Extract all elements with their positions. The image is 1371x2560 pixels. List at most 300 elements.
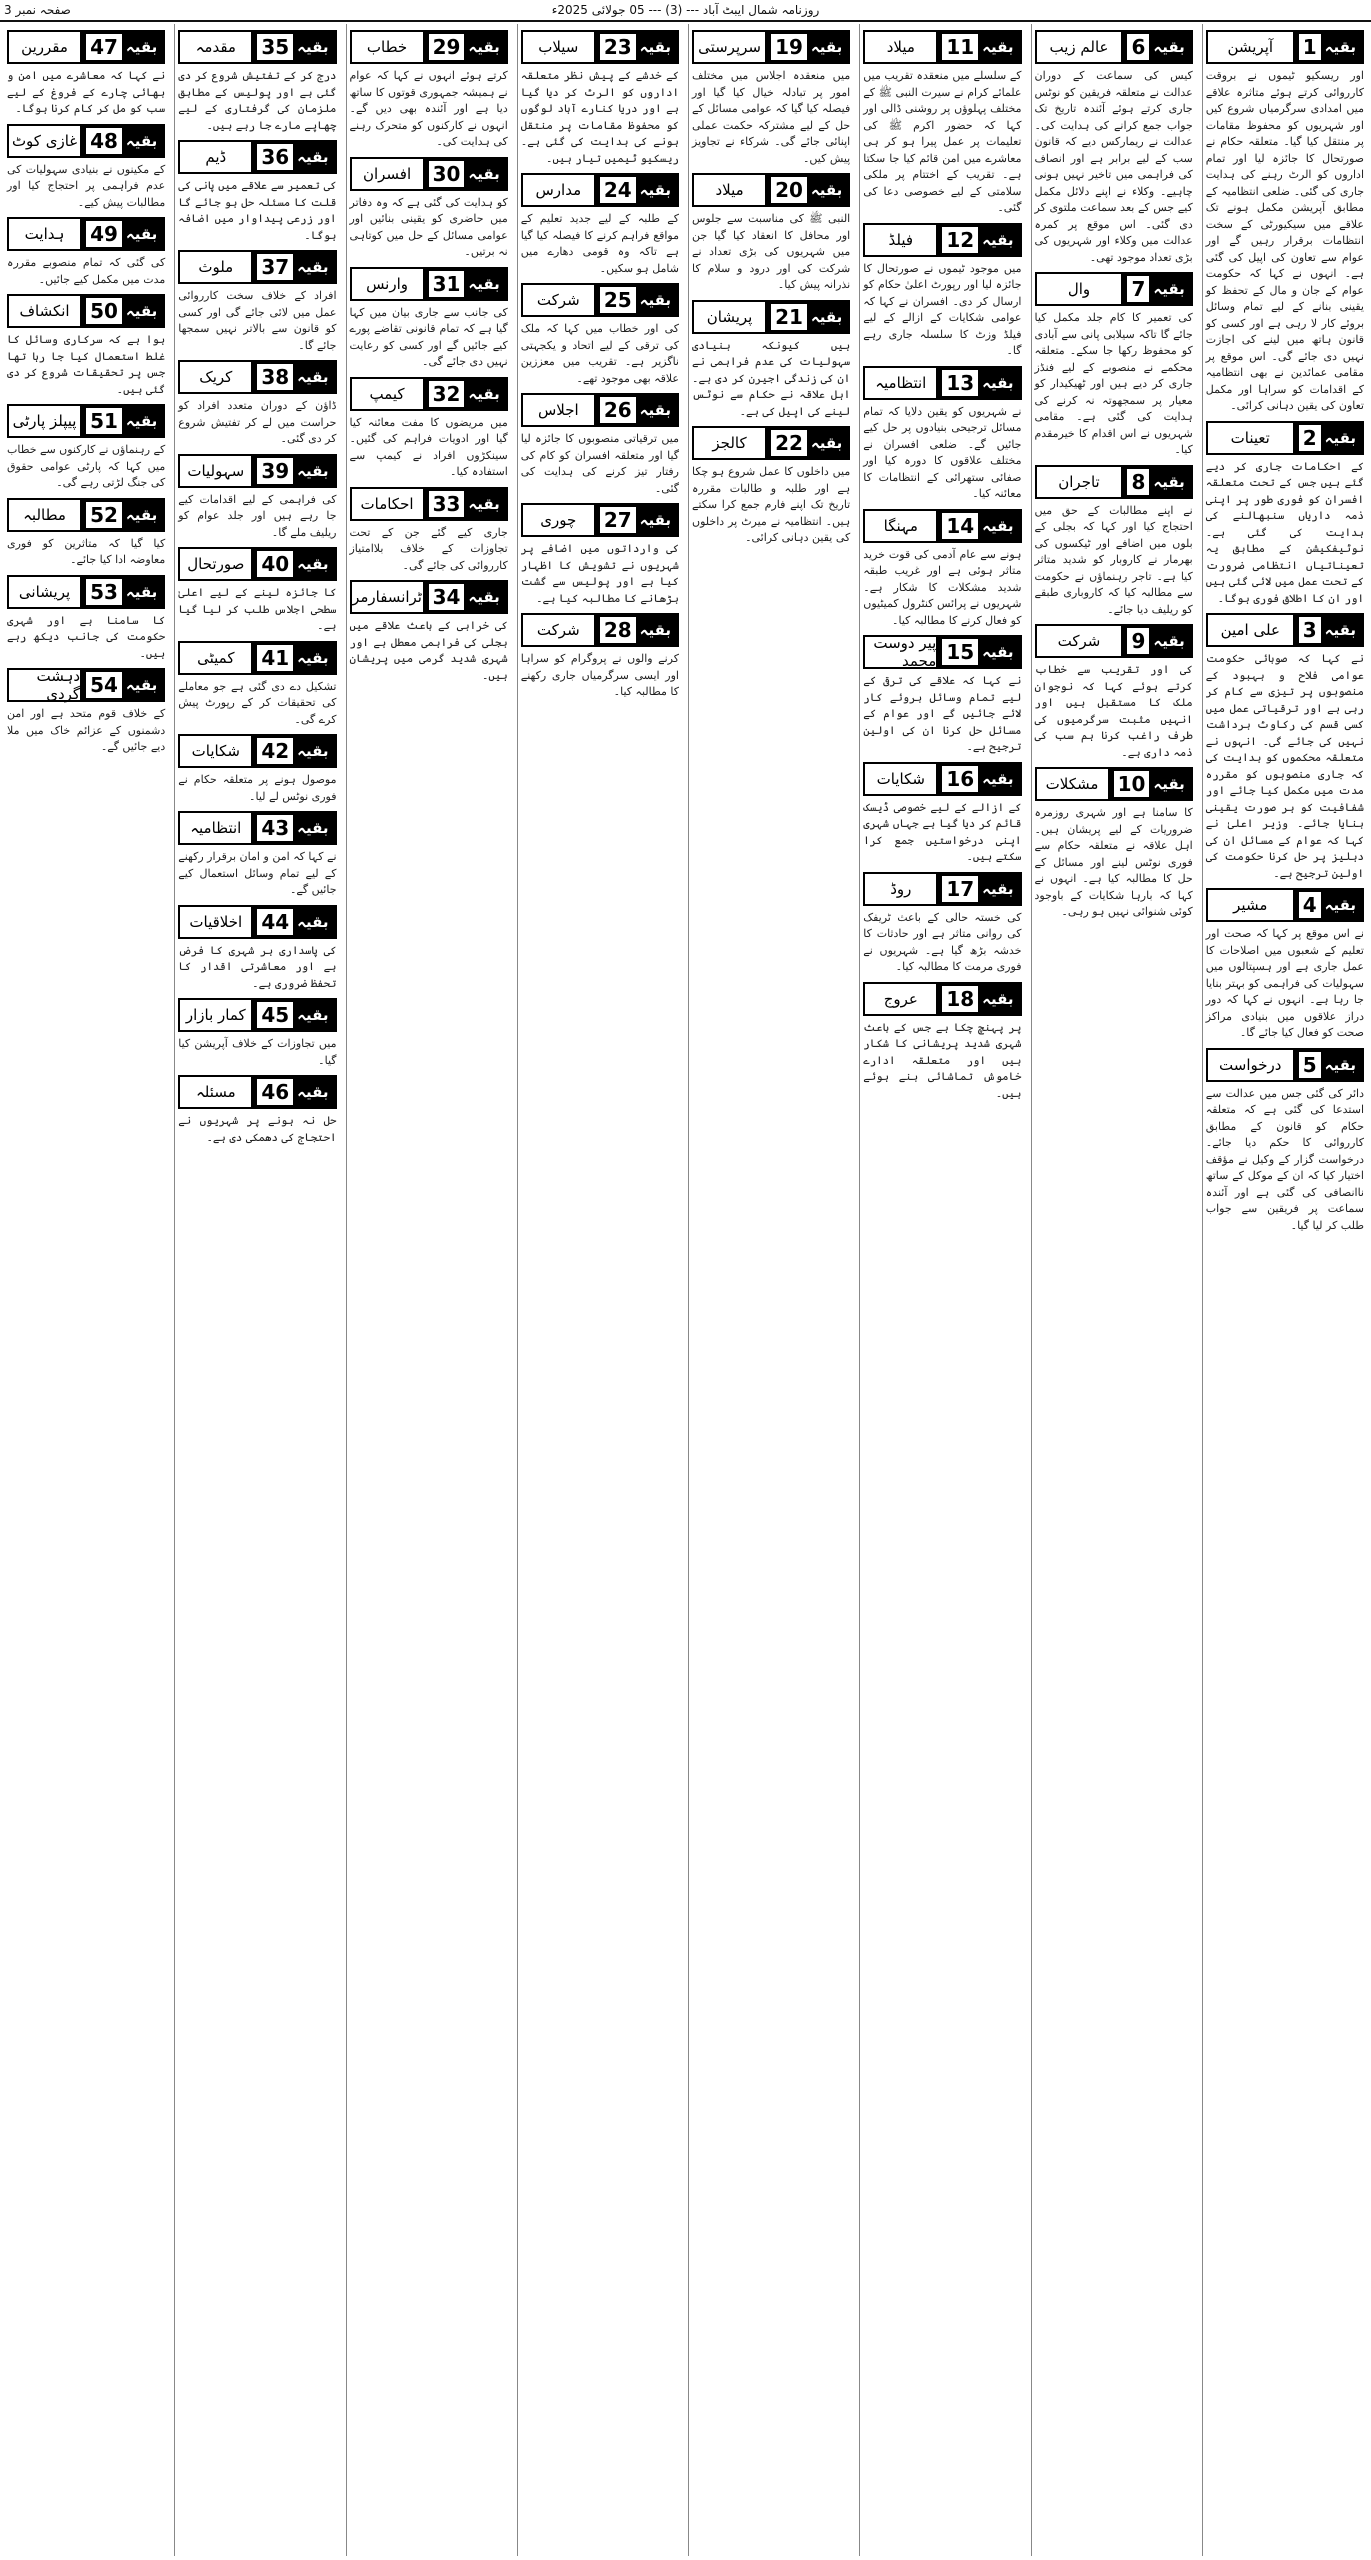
story-heading [863,509,1021,543]
story-heading [863,30,1021,64]
continuation-story [178,24,336,134]
story-number: 53 [86,579,122,605]
continuation-story [1206,1042,1364,1235]
story-number: 5 [1299,1052,1321,1078]
story-tag [251,643,334,673]
story-number: 33 [429,491,465,517]
story-text: تشکیل دے دی گئی ہے جو معاملے کی تحقیقات کر کے رپورٹ پیش کرے گی۔ [178,679,337,726]
story-tag-word: بقیہ [297,461,329,480]
story-tag [1121,626,1190,656]
story-heading [7,217,165,251]
story-tag-word: بقیہ [1324,621,1356,639]
story-number: 22 [771,430,807,456]
continuation-story [1035,761,1193,921]
continuation-story [178,805,336,899]
continuation-story [1035,266,1193,459]
news-column [859,24,1024,2556]
story-heading [178,140,336,174]
story-tag [936,225,1019,255]
story-heading [7,124,165,158]
story-tag [251,1000,334,1030]
story-text: کی فراہمی کے لیے اقدامات کیے جا رہے ہیں اور جلد عوام کو ریلیف ملے گا۔ [178,492,337,539]
continuation-story [521,387,679,497]
story-keyword: شکایات [180,736,251,766]
story-heading [7,30,165,64]
continuation-story [350,371,508,481]
story-heading [1035,624,1193,658]
continuation-story [178,244,336,354]
story-tag [80,500,163,530]
story-tag-word: بقیہ [1153,775,1185,793]
story-keyword: مدارس [523,175,594,205]
story-tag-word: بقیہ [982,879,1014,898]
story-tag-word: بقیہ [125,412,158,430]
story-text: نے کہا کہ صوبائی حکومت عوامی فلاح و بہبود کے منصوبوں پر تیزی سے کام کر رہی ہے اور ترقیاتی عمل میں کسی قسم کی رکاوٹ برداشت نہیں کی جائے گی۔ انہوں نے متعلقہ محکموں کو ہدایت کی کہ جاری منصوبوں کو مقررہ مدت میں مکمل کیا جائے اور شفافیت کو ہر صورت یقینی بنایا جائے۔ وزیر اعلیٰ نے کہا کہ عوام کے مسائل ان کی دہلیز پر حل کرنا حکومت کی اولین ترجیح ہے۔ [1205,652,1364,880]
story-keyword: شکایات [865,764,936,794]
story-keyword: کریک [180,362,251,392]
story-tag-word: بقیہ [125,302,158,320]
story-number: 12 [942,227,978,253]
story-tag [936,511,1019,541]
continuation-story [1206,607,1364,882]
continuation-story [863,217,1021,360]
story-tag-word: بقیہ [297,148,329,166]
story-text: کی اور تقریب سے خطاب کرتے ہوئے کہا کہ نوجوان ملک کا مستقبل ہیں اور انہیں مثبت سرگرمیوں کی طرف راغب کرنا ہم سب کی ذمہ داری ہے۔ [1034,663,1193,759]
story-tag-word: بقیہ [639,38,671,56]
story-tag-word: بقیہ [810,434,843,452]
story-text: کے مکینوں نے بنیادی سہولیات کی عدم فراہمی پر احتجاج کیا اور مطالبات پیش کیے۔ [7,162,166,209]
story-heading [1035,465,1193,499]
story-text: کرتے ہوئے انہوں نے کہا کہ عوام نے ہمیشہ جمہوری قوتوں کا ساتھ دیا ہے اور آئندہ بھی دیں گے۔ انہوں نے کارکنوں کو متحرک رہنے کی ہدایت کی۔ [349,69,508,148]
story-tag [423,582,506,612]
story-keyword: پریشان [694,302,765,332]
story-keyword: میلاد [865,32,936,62]
story-keyword: مطالبہ [9,500,80,530]
story-text: اور ریسکیو ٹیموں نے بروقت کارروائی کرتے ہوئے متاثرہ علاقے میں امدادی سرگرمیاں شروع کیں اور شہریوں کو محفوظ مقامات پر منتقل کیا گیا۔ متعلقہ حکام نے صورتحال کا جائزہ لیا اور تمام اداروں کو الرٹ رہنے کی ہدایت جاری کی گئی۔ ضلعی انتظامیہ کے مطابق آپریشن مکمل ہونے تک علاقے میں سیکیورٹی کے سخت انتظامات برقرار رہیں گے اور عوام سے تعاون کی اپیل کی گئی ہے۔ انہوں نے کہا کہ حکومت عوام کے جان و مال کے تحفظ کو یقینی بنانے کے لیے تمام وسائل بروئے کار لا رہی ہے اور کسی کو قانون ہاتھ میں لینے کی اجازت نہیں دی جائے گی۔ اس موقع پر مقامی عمائدین نے بھی انتظامیہ کے اقدامات کو سراہا اور مکمل تعاون کی یقین دہانی کرائی۔ [1205,69,1364,412]
story-heading [7,668,165,702]
story-text: میں داخلوں کا عمل شروع ہو چکا ہے اور طلبہ و طالبات مقررہ تاریخ تک اپنے فارم جمع کرا سکتے ہیں۔ انتظامیہ نے میرٹ پر داخلوں کی یقین دہانی کرائی۔ [692,465,851,544]
story-tag [251,549,334,579]
story-tag-word: بقیہ [1153,38,1185,56]
story-number: 35 [257,34,293,60]
story-tag-word: بقیہ [639,621,671,639]
story-tag [1293,32,1362,62]
story-number: 52 [86,502,122,528]
story-number: 18 [942,986,978,1012]
story-heading [1206,30,1364,64]
story-keyword: مہنگا [865,511,936,541]
story-tag [1293,615,1362,645]
continuation-story [7,24,165,118]
story-tag [423,159,506,189]
story-keyword: پیپلز پارٹی [9,406,80,436]
continuation-story [7,398,165,492]
story-keyword: میلاد [694,175,765,205]
story-heading [863,982,1021,1016]
continuation-story [7,662,165,756]
story-tag [423,32,506,62]
story-tag-word: بقیہ [297,38,329,56]
continuation-story [692,167,850,294]
story-number: 16 [942,766,978,792]
story-text: کی وارداتوں میں اضافے پر شہریوں نے تشویش کا اظہار کیا ہے اور پولیس سے گشت بڑھانے کا مطالبہ کیا ہے۔ [520,542,679,605]
story-tag-word: بقیہ [125,505,158,524]
story-keyword: شرکت [1037,626,1122,656]
continuation-story [863,503,1021,630]
story-tag [251,32,334,62]
news-column [688,24,853,2556]
story-heading [7,404,165,438]
story-tag [936,874,1019,904]
story-number: 14 [942,513,978,539]
story-tag-word: بقیہ [468,494,500,513]
story-keyword: کالجز [694,428,765,458]
story-heading [1206,613,1364,647]
story-keyword: روڈ [865,874,936,904]
continuation-story [178,541,336,635]
story-heading [7,498,165,532]
story-number: 10 [1114,771,1150,797]
story-keyword: تعینات [1208,423,1293,453]
story-number: 39 [257,458,293,484]
story-text: پر پہنچ چکا ہے جس کے باعث شہری شدید پریشانی کا شکار ہیں اور متعلقہ ادارے خاموش تماشائی بنے ہوئے ہیں۔ [863,1020,1022,1100]
continuation-story [521,277,679,387]
story-keyword: خطاب [352,32,423,62]
story-tag-word: بقیہ [297,912,329,931]
story-tag-word: بقیہ [982,989,1014,1008]
story-tag-word: بقیہ [810,307,843,326]
story-tag [765,428,848,458]
story-keyword: شرکت [523,285,594,315]
story-text: کا سامنا ہے اور شہری حکومت کی جانب دیکھ رہے ہیں۔ [7,613,166,660]
story-text: میں ترقیاتی منصوبوں کا جائزہ لیا گیا اور متعلقہ افسران کو کام کی رفتار تیز کرنے کی ہدایت کی گئی۔ [520,432,679,495]
story-tag [423,489,506,519]
continuation-story [692,420,850,547]
story-number: 42 [257,738,293,764]
story-text: کے سلسلے میں منعقدہ تقریب میں علمائے کرام نے سیرت النبی ﷺ کے مختلف پہلوؤں پر روشنی ڈالی اور کہا کہ حضور اکرم ﷺ کی تعلیمات پر عمل پیرا ہو کر ہی معاشرے میں امن قائم کیا جا سکتا ہے۔ تقریب کے اختتام پر ملکی سلامتی کے لیے خصوصی دعا کی گئی۔ [863,69,1022,214]
story-tag-word: بقیہ [1153,632,1185,650]
story-heading [863,762,1021,796]
story-keyword: عروج [865,984,936,1014]
story-tag [423,269,506,299]
continuation-story [863,976,1021,1103]
continuation-story [692,24,850,167]
story-keyword: چوری [523,505,594,535]
story-heading [1035,30,1193,64]
story-heading [350,580,508,614]
story-heading [521,283,679,317]
story-tag [251,813,334,843]
story-tag [251,907,334,937]
story-heading [1035,272,1193,306]
story-heading [521,503,679,537]
story-text: کے احکامات جاری کر دیے گئے ہیں جس کے تحت متعلقہ افسران کو فوری طور پر اپنی ذمہ داریاں سنبھالنے کی ہدایت کی گئی ہے۔ نوٹیفکیشن کے مطابق یہ تعیناتیاں انتظامی ضرورت کے تحت عمل میں لائی گئی ہیں اور ان کا اطلاق فوری ہوگا۔ [1205,459,1364,605]
story-tag-word: بقیہ [468,588,500,606]
story-heading [1206,1048,1364,1082]
story-keyword: ڈیم [180,142,251,172]
story-number: 51 [86,408,122,434]
story-tag [594,175,677,205]
story-heading [863,223,1021,257]
story-heading [1206,421,1364,455]
story-number: 47 [86,34,122,60]
story-tag [251,252,334,282]
story-text: کے رہنماؤں نے کارکنوں سے خطاب میں کہا کہ پارٹی عوامی حقوق کی جنگ لڑتی رہے گی۔ [6,443,166,489]
story-tag-word: بقیہ [639,511,671,529]
story-keyword: وارنس [352,269,423,299]
news-column [4,24,168,2556]
story-tag [936,764,1019,794]
story-text: درج کر کے تفتیش شروع کر دی گئی ہے اور پولیس کے مطابق ملزمان کی گرفتاری کے لیے چھاپے مارے جا رہے ہیں۔ [178,69,337,132]
story-tag-word: بقیہ [297,555,329,573]
story-heading [178,547,336,581]
story-keyword: پیر دوست محمد [865,637,936,667]
newspaper-page [4,24,1367,2556]
story-number: 20 [771,177,807,203]
story-tag-word: بقیہ [468,164,500,183]
story-keyword: سہولیات [180,456,251,486]
story-keyword: صورتحال [180,549,251,579]
continuation-story [7,492,165,569]
story-text: کو ہدایت کی گئی ہے کہ وہ دفاتر میں حاضری کو یقینی بنائیں اور عوامی مسائل کے حل میں کوتاہی نہ برتیں۔ [349,195,508,258]
story-heading [692,30,850,64]
continuation-story [521,497,679,607]
story-tag-word: بقیہ [1324,1055,1356,1074]
story-text: ڈاؤن کے دوران متعدد افراد کو حراست میں لے کر تفتیش شروع کر دی گئی۔ [178,399,337,445]
story-tag-word: بقیہ [982,643,1014,661]
story-keyword: مسئلہ [180,1077,251,1107]
story-number: 30 [429,161,465,187]
story-heading [7,294,165,328]
story-number: 13 [942,370,978,396]
story-number: 19 [771,34,807,60]
story-text: حل نہ ہونے پر شہریوں نے احتجاج کی دھمکی دی ہے۔ [178,1114,337,1144]
story-tag [80,296,163,326]
story-tag [80,219,163,249]
story-number: 37 [257,254,293,280]
story-keyword: مشیر [1208,890,1293,920]
story-heading [1035,767,1193,801]
story-keyword: کمار بازار [180,1000,251,1030]
story-heading [178,998,336,1032]
story-keyword: مقررین [9,32,80,62]
story-tag [936,637,1019,667]
story-text: ہونے سے عام آدمی کی قوت خرید متاثر ہوئی ہے اور غریب طبقہ شدید مشکلات کا شکار ہے۔ شہریوں نے پرائس کنٹرول کمیٹیوں کو فعال کرنے کا مطالبہ کیا۔ [863,547,1022,627]
continuation-story [350,481,508,575]
story-tag [594,32,677,62]
story-number: 34 [429,584,465,610]
story-keyword: مشکلات [1037,769,1108,799]
story-number: 31 [429,271,465,297]
continuation-story [178,635,336,729]
story-text: نے کہا کہ امن و امان برقرار رکھنے کے لیے تمام وسائل استعمال کیے جائیں گے۔ [178,850,337,896]
story-text: کے طلبہ کے لیے جدید تعلیم کے مواقع فراہم کرنے کا فیصلہ کیا گیا ہے تاکہ وہ قومی دھارے میں شامل ہو سکیں۔ [520,212,679,275]
story-text: نے شہریوں کو یقین دلایا کہ تمام مسائل ترجیحی بنیادوں پر حل کیے جائیں گے۔ ضلعی افسران نے مختلف علاقوں کا دورہ کیا اور صفائی ستھرائی کے انتظامات کا معائنہ کیا۔ [863,404,1022,500]
story-number: 44 [257,909,293,935]
story-heading [350,377,508,411]
story-number: 50 [86,298,122,324]
story-tag-word: بقیہ [468,38,500,56]
continuation-story [1035,618,1193,761]
story-heading [692,300,850,334]
story-text: کی خستہ حالی کے باعث ٹریفک کی روانی متاثر ہے اور حادثات کا خدشہ بڑھ گیا ہے۔ شہریوں نے فوری مرمت کا مطالبہ کیا۔ [863,910,1022,973]
story-tag [1121,32,1190,62]
continuation-story [350,574,508,684]
story-number: 25 [600,287,636,313]
story-heading [178,905,336,939]
story-keyword: اخلاقیات [180,907,251,937]
continuation-story [178,728,336,805]
continuation-story [521,24,679,167]
story-number: 27 [600,507,636,533]
story-tag [594,285,677,315]
story-keyword: فیلڈ [865,225,936,255]
story-tag [251,456,334,486]
story-keyword: دہشت گردی [9,670,80,700]
story-heading [350,267,508,301]
story-text: کیس کی سماعت کے دوران عدالت نے متعلقہ فریقین کو نوٹس جاری کرتے ہوئے آئندہ تاریخ تک جواب جمع کرانے کی ہدایت کی۔ عدالت نے ریمارکس دیے کہ قانون سب کے لیے برابر ہے اور انصاف کی فراہمی میں تاخیر نہیں ہونی چاہیے۔ وکلاء نے اپنے دلائل مکمل کیے جس کے بعد سماعت ملتوی کر دی گئی۔ اس موقع پر کمرہ عدالت میں وکلاء اور شہریوں کی بڑی تعداد موجود تھی۔ [1034,69,1193,264]
story-heading [178,641,336,675]
story-number: 38 [257,364,293,390]
story-number: 11 [942,34,978,60]
story-text: ہیں کیونکہ بنیادی سہولیات کی عدم فراہمی نے ان کی زندگی اجیرن کر دی ہے۔ اہل علاقہ نے حکام سے نوٹس لینے کی اپیل کی ہے۔ [692,338,851,418]
story-number: 17 [942,876,978,902]
story-tag [936,984,1019,1014]
continuation-story [178,1069,336,1146]
story-heading [863,872,1021,906]
story-tag [80,126,163,156]
continuation-story [7,569,165,663]
story-text: کے خدشے کے پیش نظر متعلقہ اداروں کو الرٹ کر دیا گیا ہے اور دریا کنارے آباد لوگوں کو محفوظ مقامات پر منتقل ہونے کی ہدایت کی گئی ہے۔ ریسکیو ٹیمیں تیار ہیں۔ [520,69,679,165]
story-number: 41 [257,645,293,671]
story-number: 29 [429,34,465,60]
story-number: 49 [86,221,122,247]
story-number: 36 [257,144,293,170]
continuation-story [863,360,1021,503]
continuation-story [7,211,165,288]
story-number: 1 [1299,34,1321,60]
story-keyword: مقدمہ [180,32,251,62]
story-number: 3 [1299,617,1321,643]
story-keyword: افسران [352,159,423,189]
story-text: نے کہا کہ علاقے کی ترقی کے لیے تمام وسائل بروئے کار لائے جائیں گے اور عوام کے مسائل حل کرنا ان کی اولین ترجیح ہے۔ [863,674,1022,753]
story-text: نے اپنے مطالبات کے حق میں احتجاج کیا اور کہا کہ بجلی کے بلوں میں اضافے اور ٹیکسوں کی بھرمار نے کاروبار کو شدید متاثر کیا ہے۔ تاجر رہنماؤں نے حکومت سے مطالبہ کیا کہ کاروباری طبقے کو ریلیف دیا جائے۔ [1034,503,1193,616]
story-heading [178,360,336,394]
story-number: 46 [257,1079,293,1105]
story-tag-word: بقیہ [297,819,329,837]
story-heading [178,1075,336,1109]
continuation-story [521,607,679,701]
story-tag [1293,423,1362,453]
story-number: 43 [257,815,293,841]
story-tag [423,379,506,409]
story-tag [1108,769,1191,799]
story-heading [7,575,165,609]
story-heading [178,30,336,64]
story-tag-word: بقیہ [639,401,671,419]
story-number: 23 [600,34,636,60]
story-number: 45 [257,1002,293,1028]
continuation-story [863,24,1021,217]
continuation-story [178,448,336,542]
story-text: میں موجود ٹیموں نے صورتحال کا جائزہ لیا اور رپورٹ اعلیٰ حکام کو ارسال کر دی۔ افسران نے کہا کہ عوامی شکایات کے ازالے کے لیے فیلڈ وزٹ کا سلسلہ جاری رہے گا۔ [863,261,1022,357]
story-number: 6 [1127,34,1149,60]
story-number: 54 [86,672,122,698]
story-text: جاری کیے گئے جن کے تحت تجاوزات کے خلاف بلاامتیاز کارروائی کی جائے گی۔ [349,525,508,572]
story-tag-word: بقیہ [297,1006,329,1024]
story-keyword: انتظامیہ [180,813,251,843]
story-text: دائر کی گئی جس میں عدالت سے استدعا کی گئی ہے کہ متعلقہ حکام کو قانون کے مطابق کارروائی کا حکم دیا جائے۔ درخواست گزار کے وکیل نے مؤقف اختیار کیا کہ ان کے موکل کے ساتھ ناانصافی کی گئی ہے اور آئندہ سماعت پر فریقین سے جواب طلب کر لیا گیا۔ [1205,1086,1364,1232]
story-tag-word: بقیہ [982,230,1014,249]
story-tag-word: بقیہ [125,38,158,56]
story-text: کے خلاف قوم متحد ہے اور امن دشمنوں کے عزائم خاک میں ملا دیے جائیں گے۔ [7,707,166,753]
news-column [346,24,511,2556]
story-tag-word: بقیہ [810,181,843,199]
story-text: کی پاسداری ہر شہری کا فرض ہے اور معاشرتی اقدار کا تحفظ ضروری ہے۔ [178,943,337,990]
story-tag-word: بقیہ [982,516,1014,535]
story-heading [350,487,508,521]
story-tag [936,368,1019,398]
story-tag [765,302,848,332]
story-tag-word: بقیہ [297,648,329,667]
story-keyword: کمیٹی [180,643,251,673]
story-heading [521,173,679,207]
story-tag [594,395,677,425]
story-heading [178,454,336,488]
story-heading [863,366,1021,400]
story-keyword: آپریشن [1208,32,1293,62]
story-tag-word: بقیہ [1324,896,1356,914]
story-tag-word: بقیہ [1153,280,1185,298]
story-tag-word: بقیہ [639,291,671,309]
story-keyword: ہدایت [9,219,80,249]
story-tag-word: بقیہ [468,384,500,403]
continuation-story [1035,459,1193,619]
story-heading [178,734,336,768]
story-text: کرنے والوں نے پروگرام کو سراہا اور ایسی سرگرمیاں جاری رکھنے کا مطالبہ کیا۔ [520,652,679,698]
story-number: 8 [1127,469,1149,495]
news-column [1031,24,1196,2556]
story-tag [80,577,163,607]
story-text: کیا گیا کہ متاثرین کو فوری معاوضہ ادا کیا جائے۔ [7,536,166,566]
story-tag-word: بقیہ [125,131,158,150]
story-heading [692,173,850,207]
story-number: 32 [429,381,465,407]
story-tag-word: بقیہ [1153,472,1185,491]
story-heading [350,30,508,64]
story-tag-word: بقیہ [639,181,671,199]
story-text: کی اور خطاب میں کہا کہ ملک کی ترقی کے لیے اتحاد و یکجہتی ناگزیر ہے۔ تقریب میں معززین علاقہ بھی موجود تھے۔ [520,322,679,385]
story-tag [251,142,334,172]
story-tag-word: بقیہ [982,373,1014,392]
story-keyword: احکامات [352,489,423,519]
story-tag-word: بقیہ [982,38,1014,56]
continuation-story [1206,24,1364,415]
story-keyword: تاجران [1037,467,1122,497]
story-text: ہوا ہے کہ سرکاری وسائل کا غلط استعمال کیا جا رہا تھا جس پر تحقیقات شروع کر دی گئی ہیں۔ [7,333,166,396]
story-text: نے اس موقع پر کہا کہ صحت اور تعلیم کے شعبوں میں اصلاحات کا عمل جاری ہے اور ہسپتالوں میں سہولیات کی فراہمی کو بہتر بنایا جا رہا ہے۔ انہوں نے کہا کہ دور دراز علاقوں میں بنیادی مراکز صحت کو فعال کیا جائے گا۔ [1205,927,1364,1039]
continuation-story [521,167,679,277]
story-number: 40 [257,551,293,577]
story-text: کی تعمیر کا کام جلد مکمل کیا جائے گا تاکہ سیلابی پانی سے آبادی کو محفوظ رکھا جا سکے۔ متعلقہ محکمے نے منصوبے کے لیے فنڈز جاری کر دیے ہیں اور ٹھیکیدار کو معیار پر سمجھوتہ نہ کرنے کی ہدایت کی گئی ہے۔ مقامی شہریوں نے اس اقدام کا خیرمقدم کیا۔ [1034,311,1193,456]
story-number: 28 [600,617,636,643]
story-keyword: سیلاب [523,32,594,62]
continuation-story [1206,415,1364,608]
story-tag [251,736,334,766]
continuation-story [1206,882,1364,1042]
story-tag-word: بقیہ [297,742,329,760]
continuation-story [863,866,1021,976]
